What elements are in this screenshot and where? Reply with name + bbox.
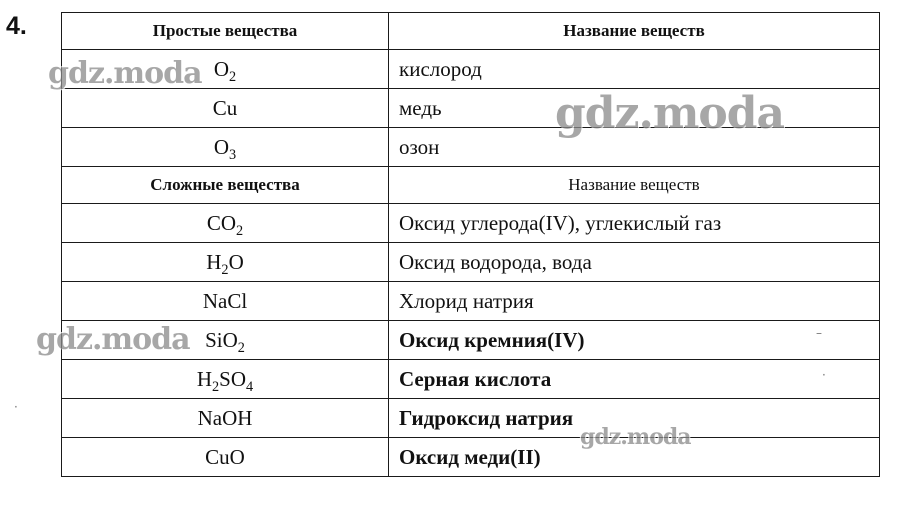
watermark: gdz.moda	[555, 88, 785, 139]
formula-subscript: 3	[229, 146, 237, 163]
substance-name-cell: Оксид меди(II)	[389, 438, 880, 477]
complex-substances-header: Сложные вещества	[62, 167, 389, 204]
simple-names-header: Название веществ	[389, 13, 880, 50]
substance-name-cell: Хлорид натрия	[389, 282, 880, 321]
formula-cell: CuO	[62, 438, 389, 477]
formula-subscript: 2	[221, 261, 229, 278]
formula-subscript: 2	[236, 222, 244, 239]
table-row	[62, 282, 880, 321]
substance-name-cell: Оксид углерода(IV), углекислый газ	[389, 204, 880, 243]
formula-subscript: 2	[237, 339, 245, 356]
table-row	[62, 438, 880, 477]
complex-names-header: Название веществ	[389, 167, 880, 204]
table-row	[62, 399, 880, 438]
formula-part: CO	[206, 210, 237, 235]
substance-name-cell: кислород	[389, 50, 880, 89]
watermark: gdz.moda	[36, 322, 190, 357]
formula-cell: $O_2$	[62, 50, 389, 89]
substance-name-cell: Оксид кремния(IV)	[389, 321, 880, 360]
formula-cell	[62, 243, 389, 282]
formula-subscript: 4	[246, 378, 254, 395]
substance-name-cell: озон	[389, 128, 880, 167]
formula-part: SO	[219, 366, 247, 391]
table-row	[62, 243, 880, 282]
formula-cell	[62, 360, 389, 399]
task-number: 4.	[6, 12, 27, 40]
scan-speck: ·	[822, 368, 826, 382]
formula-cell: NaOH	[62, 399, 389, 438]
watermark: gdz.moda	[48, 56, 202, 91]
complex-header-row	[62, 167, 880, 204]
scan-speck: ·	[14, 400, 18, 414]
formula-part: H	[196, 366, 213, 391]
simple-substances-header: Простые вещества	[62, 13, 389, 50]
substance-name-cell: Гидроксид натрия	[389, 399, 880, 438]
formula-subscript: 2	[229, 68, 237, 85]
formula-part: O	[228, 249, 244, 274]
formula-cell: $O_3$	[62, 128, 389, 167]
substance-name-cell: Оксид водорода, вода	[389, 243, 880, 282]
formula-cell: Cu	[62, 89, 389, 128]
formula-part: SiO	[205, 327, 238, 352]
table-row	[62, 204, 880, 243]
formula-subscript: 2	[212, 378, 220, 395]
simple-header-row	[62, 13, 880, 50]
table-row	[62, 360, 880, 399]
substance-name-cell: медь	[389, 89, 880, 128]
formula-part: H	[206, 249, 222, 274]
watermark: gdz.moda	[580, 424, 691, 450]
formula-cell: NaCl	[62, 282, 389, 321]
scan-speck: –	[816, 326, 822, 340]
formula-cell	[62, 204, 389, 243]
substance-name-cell: Серная кислота	[389, 360, 880, 399]
